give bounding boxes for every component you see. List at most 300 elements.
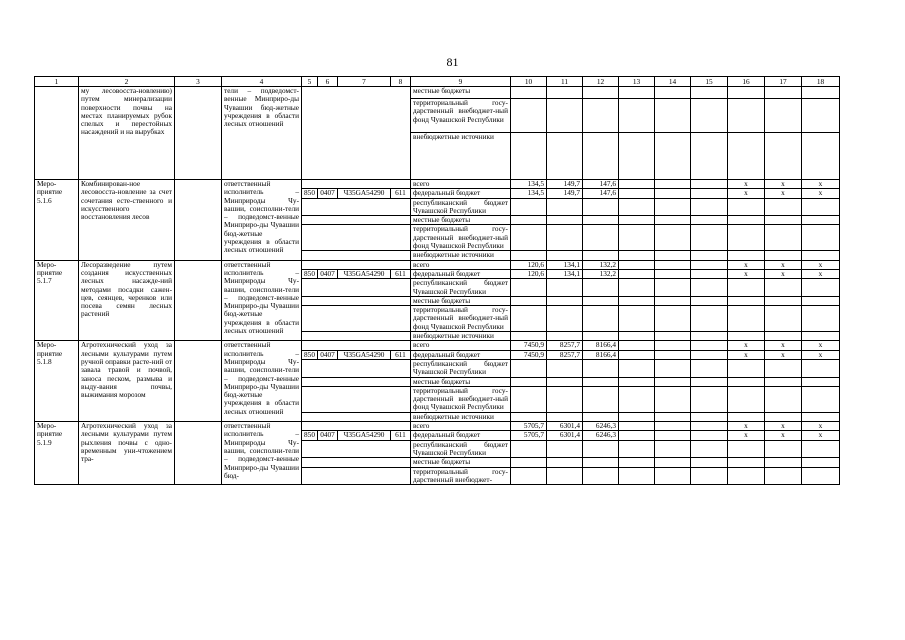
measure-code: Меро-приятие 5.1.8 <box>35 341 79 422</box>
mark-cell <box>802 458 840 467</box>
mark-cell: x <box>802 180 840 189</box>
empty-cell <box>691 216 728 225</box>
mark-cell <box>802 332 840 341</box>
amount-cell <box>511 225 547 251</box>
column-header: 11 <box>547 77 583 87</box>
mark-cell <box>728 216 765 225</box>
amount-cell <box>547 359 583 377</box>
column-header: 12 <box>583 77 619 87</box>
empty-cell <box>655 279 691 297</box>
mark-cell: x <box>765 341 802 350</box>
mark-cell: x <box>802 260 840 269</box>
amount-cell: 6301,4 <box>547 422 583 431</box>
empty-cell <box>691 440 728 458</box>
amount-cell <box>583 440 619 458</box>
amount-cell <box>583 386 619 412</box>
funding-source: территориальный госу-дарственный внебюджет- <box>411 467 511 485</box>
mark-cell <box>802 251 840 260</box>
mark-cell <box>728 359 765 377</box>
empty-cell <box>619 359 655 377</box>
amount-cell <box>511 216 547 225</box>
mark-cell <box>728 198 765 216</box>
vr-code: 611 <box>391 269 411 278</box>
empty-cell <box>619 341 655 350</box>
mark-cell: x <box>728 422 765 431</box>
empty-cell <box>655 269 691 278</box>
empty-cell <box>655 377 691 386</box>
mark-cell <box>728 279 765 297</box>
amount-cell <box>583 359 619 377</box>
funding-source: республиканский бюджет Чувашской Республики <box>411 198 511 216</box>
amount-cell: 147,6 <box>583 180 619 189</box>
empty-cell <box>655 359 691 377</box>
funding-source: территориальный госу-дарственный внебюджет-ный фонд Чувашской Республики <box>411 306 511 332</box>
empty-cell <box>619 467 655 485</box>
empty-cell <box>691 467 728 485</box>
rzpr-code: 0407 <box>318 269 338 278</box>
empty-cell <box>691 412 728 421</box>
empty-cell <box>619 386 655 412</box>
empty-cell <box>619 180 655 189</box>
empty-cell <box>619 189 655 198</box>
table-row <box>35 180 840 189</box>
amount-cell <box>547 296 583 305</box>
amount-cell: 6246,3 <box>583 422 619 431</box>
column-header: 17 <box>765 77 802 87</box>
empty-cell <box>691 359 728 377</box>
empty-cell <box>619 306 655 332</box>
mark-cell <box>765 377 802 386</box>
mark-cell <box>802 467 840 485</box>
empty-cell <box>655 458 691 467</box>
empty-cell <box>691 422 728 431</box>
empty-cell <box>302 332 411 341</box>
mark-cell <box>802 216 840 225</box>
empty-cell <box>655 467 691 485</box>
executor-text: ответственный исполнитель – Минприроды Чу-вашии, соисполни-тели – подведомст-венные Минприро-ды Чувашии бюд- <box>222 422 302 485</box>
mark-cell: x <box>728 260 765 269</box>
amount-cell: 120,6 <box>511 269 547 278</box>
empty-cell <box>619 198 655 216</box>
executor-text: тели – подведомст-венные Минприро-ды Чувашии бюд-жетные учреждения в области лесных отношений <box>222 87 302 180</box>
funding-source: федеральный бюджет <box>411 350 511 359</box>
vr-code: 611 <box>391 350 411 359</box>
empty-cell <box>655 260 691 269</box>
empty-cell <box>691 269 728 278</box>
amount-cell <box>583 412 619 421</box>
empty-cell <box>302 377 411 386</box>
mark-cell <box>802 225 840 251</box>
amount-cell <box>511 440 547 458</box>
empty-cell <box>691 350 728 359</box>
amount-cell <box>511 377 547 386</box>
empty-cell <box>175 180 222 261</box>
page-number: 81 <box>446 55 459 69</box>
empty-cell <box>619 260 655 269</box>
column-header: 7 <box>338 77 391 87</box>
empty-cell <box>302 467 411 485</box>
amount-cell <box>511 359 547 377</box>
column-header: 1 <box>35 77 79 87</box>
mark-cell <box>728 440 765 458</box>
empty-cell <box>619 458 655 467</box>
amount-cell <box>547 198 583 216</box>
amount-cell <box>511 251 547 260</box>
csr-code: Ч35GA54290 <box>338 269 391 278</box>
empty-cell <box>302 198 411 216</box>
amount-cell: 147,6 <box>583 189 619 198</box>
csr-code: Ч35GA54290 <box>338 189 391 198</box>
mark-cell <box>765 251 802 260</box>
amount-cell <box>511 306 547 332</box>
empty-cell <box>619 431 655 440</box>
mark-cell <box>802 279 840 297</box>
mark-cell: x <box>728 431 765 440</box>
empty-cell <box>619 251 655 260</box>
executor-text: ответственный исполнитель – Минприроды Чу-вашии, соисполни-тели – подведомст-венные Минприро-ды Чувашии бюд-жетные учреждения в области лесных отношений <box>222 341 302 422</box>
amount-cell: 134,5 <box>511 180 547 189</box>
empty-cell <box>655 216 691 225</box>
funding-source: территориальный госу-дарственный внебюджет-ный фонд Чувашской Республики <box>411 225 511 251</box>
funding-source: федеральный бюджет <box>411 189 511 198</box>
mark-cell <box>765 440 802 458</box>
mark-cell: x <box>765 422 802 431</box>
empty-cell <box>619 440 655 458</box>
amount-cell <box>583 332 619 341</box>
column-header: 10 <box>511 77 547 87</box>
amount-cell: 7450,9 <box>511 341 547 350</box>
mark-cell: x <box>802 422 840 431</box>
amount-cell: 134,1 <box>547 269 583 278</box>
column-header: 15 <box>691 77 728 87</box>
measure-name: Комбинирован-ное лесовосста-новление за счет сочетания есте-ственного и искусственного восстановления лесов <box>79 180 175 261</box>
mark-cell: x <box>765 431 802 440</box>
amount-cell: 134,1 <box>547 260 583 269</box>
column-header: 5 <box>302 77 318 87</box>
table-row <box>35 422 840 431</box>
mark-cell <box>728 412 765 421</box>
empty-cell <box>302 279 411 297</box>
empty-cell <box>175 422 222 485</box>
amount-cell <box>583 216 619 225</box>
column-header: 14 <box>655 77 691 87</box>
empty-cell <box>691 279 728 297</box>
empty-cell <box>655 180 691 189</box>
column-header: 3 <box>175 77 222 87</box>
funding-source: всего <box>411 341 511 350</box>
amount-cell <box>583 467 619 485</box>
amount-cell: 8257,7 <box>547 341 583 350</box>
grbs-code: 850 <box>302 269 318 278</box>
mark-cell <box>765 332 802 341</box>
mark-cell: x <box>802 341 840 350</box>
empty-cell <box>619 377 655 386</box>
executor-text: ответственный исполнитель – Минприроды Чу-вашии, соисполни-тели – подведомст-венные Минприро-ды Чувашии бюд-жетные учреждения в области лесных отношений <box>222 180 302 261</box>
table-row <box>35 260 840 269</box>
empty-cell <box>619 332 655 341</box>
empty-cell <box>175 260 222 341</box>
amount-cell <box>583 251 619 260</box>
funding-source: внебюджетные источники <box>411 412 511 421</box>
mark-cell <box>728 377 765 386</box>
mark-cell: x <box>728 350 765 359</box>
empty-cell <box>302 359 411 377</box>
column-header: 16 <box>728 77 765 87</box>
mark-cell: x <box>765 180 802 189</box>
amount-cell <box>547 216 583 225</box>
mark-cell: x <box>765 269 802 278</box>
funding-source: территориальный госу-дарственный внебюджет-ный фонд Чувашской Республики <box>411 99 511 133</box>
empty-cell <box>302 260 411 269</box>
empty-cell <box>302 296 411 305</box>
empty-cell <box>302 341 411 350</box>
mark-cell <box>728 296 765 305</box>
mark-cell <box>765 412 802 421</box>
mark-cell: x <box>765 350 802 359</box>
amount-cell <box>547 279 583 297</box>
vr-code: 611 <box>391 189 411 198</box>
empty-cell <box>302 412 411 421</box>
column-header: 4 <box>222 77 302 87</box>
amount-cell: 149,7 <box>547 180 583 189</box>
funding-source: внебюджетные источники <box>411 251 511 260</box>
empty-cell <box>655 386 691 412</box>
amount-cell <box>547 440 583 458</box>
funding-source: местные бюджеты <box>411 87 511 99</box>
empty-cell <box>655 189 691 198</box>
empty-cell <box>691 458 728 467</box>
amount-cell <box>583 458 619 467</box>
empty-cell <box>655 296 691 305</box>
empty-cell <box>655 350 691 359</box>
mark-cell: x <box>802 350 840 359</box>
csr-code: Ч35GA54290 <box>338 431 391 440</box>
amount-cell: 132,2 <box>583 260 619 269</box>
empty-cell <box>691 341 728 350</box>
measure-code: Меро-приятие 5.1.9 <box>35 422 79 485</box>
empty-cell <box>691 377 728 386</box>
empty-cell <box>655 440 691 458</box>
amount-cell <box>511 467 547 485</box>
funding-source: местные бюджеты <box>411 296 511 305</box>
empty-cell <box>619 350 655 359</box>
mark-cell <box>728 332 765 341</box>
mark-cell <box>802 296 840 305</box>
funding-source: республиканский бюджет Чувашской Республики <box>411 440 511 458</box>
amount-cell <box>583 279 619 297</box>
amount-cell <box>511 296 547 305</box>
empty-cell <box>619 296 655 305</box>
amount-cell: 134,5 <box>511 189 547 198</box>
amount-cell <box>583 306 619 332</box>
mark-cell <box>765 198 802 216</box>
funding-source: местные бюджеты <box>411 458 511 467</box>
mark-cell <box>765 225 802 251</box>
empty-cell <box>302 422 411 431</box>
executor-text: ответственный исполнитель – Минприроды Чу-вашии, соисполни-тели – подведомст-венные Минприро-ды Чувашии бюд-жетные учреждения в области лесных отношений <box>222 260 302 341</box>
mark-cell <box>802 306 840 332</box>
amount-cell: 5705,7 <box>511 431 547 440</box>
mark-cell: x <box>728 189 765 198</box>
mark-cell <box>728 386 765 412</box>
mark-cell: x <box>802 189 840 198</box>
mark-cell <box>765 296 802 305</box>
amount-cell: 132,2 <box>583 269 619 278</box>
mark-cell: x <box>765 189 802 198</box>
amount-cell: 8166,4 <box>583 350 619 359</box>
funding-source: всего <box>411 260 511 269</box>
funding-source: внебюджетные источники <box>411 332 511 341</box>
amount-cell: 149,7 <box>547 189 583 198</box>
amount-cell <box>583 198 619 216</box>
amount-cell <box>547 251 583 260</box>
empty-cell <box>302 440 411 458</box>
empty-cell <box>175 341 222 422</box>
empty-cell <box>619 412 655 421</box>
mark-cell <box>728 225 765 251</box>
empty-cell <box>302 251 411 260</box>
empty-cell <box>691 431 728 440</box>
measure-code: Меро-приятие 5.1.6 <box>35 180 79 261</box>
amount-cell <box>511 386 547 412</box>
empty-cell <box>691 251 728 260</box>
column-header: 6 <box>318 77 338 87</box>
column-header: 18 <box>802 77 840 87</box>
amount-cell: 5705,7 <box>511 422 547 431</box>
empty-cell <box>691 386 728 412</box>
amount-cell: 120,6 <box>511 260 547 269</box>
amount-cell <box>547 386 583 412</box>
measure-name: Лесоразведение путем создания искусственных лесных насажде-ний методами посадки сажен-цев, сеянцев, черенков или посева семян лесных растений <box>79 260 175 341</box>
mark-cell <box>728 306 765 332</box>
empty-cell <box>691 198 728 216</box>
mark-cell <box>802 359 840 377</box>
column-header: 9 <box>411 77 511 87</box>
amount-cell <box>583 225 619 251</box>
grbs-code: 850 <box>302 350 318 359</box>
amount-cell: 6301,4 <box>547 431 583 440</box>
funding-source: внебюджетные источники <box>411 133 511 180</box>
mark-cell <box>765 467 802 485</box>
mark-cell <box>802 440 840 458</box>
mark-cell <box>802 198 840 216</box>
measure-name: Агротехнический уход за лесными культурами путем ручной оправки расте-ний от завала травой и почвой, заноса песком, размыва и выду-вания почвы, выжимания морозом <box>79 341 175 422</box>
mark-cell: x <box>728 341 765 350</box>
amount-cell <box>547 458 583 467</box>
funding-source: всего <box>411 180 511 189</box>
empty-cell <box>302 306 411 332</box>
mark-cell: x <box>802 431 840 440</box>
mark-cell <box>765 279 802 297</box>
empty-cell <box>655 225 691 251</box>
amount-cell <box>511 412 547 421</box>
empty-cell <box>691 260 728 269</box>
column-header: 8 <box>391 77 411 87</box>
mark-cell <box>765 458 802 467</box>
amount-cell: 7450,9 <box>511 350 547 359</box>
funding-source: территориальный госу-дарственный внебюджет-ный фонд Чувашской Республики <box>411 386 511 412</box>
mark-cell <box>765 216 802 225</box>
empty-cell <box>655 306 691 332</box>
mark-cell: x <box>728 180 765 189</box>
empty-cell <box>302 180 411 189</box>
mark-cell <box>802 377 840 386</box>
grbs-code: 850 <box>302 189 318 198</box>
funding-source: федеральный бюджет <box>411 431 511 440</box>
mark-cell <box>728 251 765 260</box>
empty-cell <box>655 251 691 260</box>
empty-cell <box>691 306 728 332</box>
funding-source: всего <box>411 422 511 431</box>
column-header-row <box>35 77 840 87</box>
funding-source: республиканский бюджет Чувашской Республики <box>411 279 511 297</box>
empty-cell <box>302 225 411 251</box>
mark-cell <box>728 467 765 485</box>
mark-cell: x <box>728 269 765 278</box>
column-header: 2 <box>79 77 175 87</box>
empty-cell <box>655 332 691 341</box>
funding-source: местные бюджеты <box>411 216 511 225</box>
amount-cell <box>547 377 583 386</box>
rzpr-code: 0407 <box>318 431 338 440</box>
empty-cell <box>619 269 655 278</box>
amount-cell <box>547 225 583 251</box>
amount-cell <box>511 279 547 297</box>
measure-name: Агротехнический уход за лесными культурами путем рыхления почвы с одно-временным уни-чтожением тра- <box>79 422 175 485</box>
empty-cell <box>302 458 411 467</box>
amount-cell <box>547 306 583 332</box>
budget-table <box>34 76 840 485</box>
empty-cell <box>655 341 691 350</box>
mark-cell: x <box>765 260 802 269</box>
amount-cell <box>547 412 583 421</box>
amount-cell <box>547 467 583 485</box>
vr-code: 611 <box>391 431 411 440</box>
empty-cell <box>655 422 691 431</box>
mark-cell <box>728 458 765 467</box>
empty-cell <box>619 422 655 431</box>
empty-cell <box>691 180 728 189</box>
rzpr-code: 0407 <box>318 189 338 198</box>
amount-cell <box>583 296 619 305</box>
empty-cell <box>655 412 691 421</box>
amount-cell: 6246,3 <box>583 431 619 440</box>
measure-code: Меро-приятие 5.1.7 <box>35 260 79 341</box>
grbs-code: 850 <box>302 431 318 440</box>
empty-cell <box>619 279 655 297</box>
mark-cell <box>765 306 802 332</box>
empty-cell <box>302 216 411 225</box>
amount-cell <box>511 458 547 467</box>
empty-cell <box>655 198 691 216</box>
funding-source: местные бюджеты <box>411 377 511 386</box>
empty-cell <box>691 189 728 198</box>
continuation-row <box>35 87 840 99</box>
funding-source: республиканский бюджет Чувашской Республики <box>411 359 511 377</box>
table-row <box>35 341 840 350</box>
mark-cell <box>802 386 840 412</box>
amount-cell: 8166,4 <box>583 341 619 350</box>
empty-cell <box>691 296 728 305</box>
amount-cell <box>511 198 547 216</box>
empty-cell <box>619 216 655 225</box>
empty-cell <box>655 431 691 440</box>
amount-cell <box>547 332 583 341</box>
amount-cell: 8257,7 <box>547 350 583 359</box>
mark-cell <box>802 412 840 421</box>
mark-cell <box>765 359 802 377</box>
funding-source: федеральный бюджет <box>411 269 511 278</box>
